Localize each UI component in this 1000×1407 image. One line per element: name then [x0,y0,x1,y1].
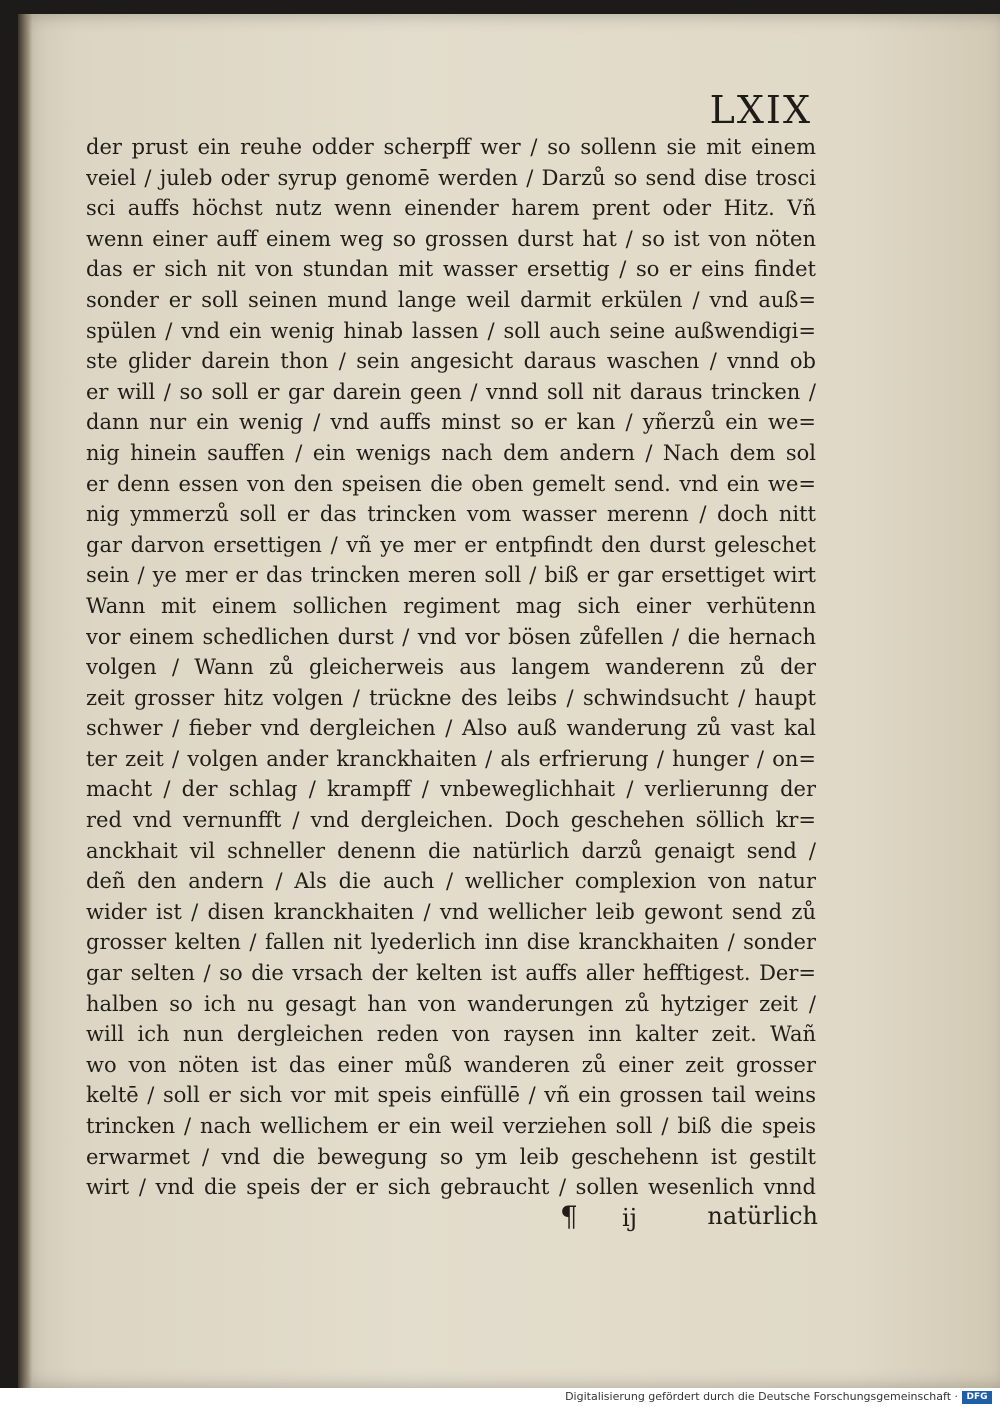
catchword: natürlich [707,1202,818,1230]
text-line: schwer / fieber vnd dergleichen / Also auß wanderung zů vast kal [86,716,816,741]
text-line: halben so ich nu gesagt han von wanderungen zů hytziger zeit / [86,991,816,1016]
text-line: veiel / juleb oder syrup genomē werden / Darzů so send dise trosci [86,165,816,190]
text-line: Wann mit einem sollichen regiment mag sich einer verhütenn [86,593,816,618]
text-line: nig hinein sauffen / ein wenigs nach dem andern / Nach dem sol [86,440,816,465]
text-line: dann nur ein wenig / vnd auffs minst so er kan / yñerzů ein we= [86,410,816,435]
dfg-logo: DFG [962,1391,992,1404]
funding-credit: Digitalisierung gefördert durch die Deutsche Forschungsgemeinschaft · [565,1390,958,1403]
text-line: grosser kelten / fallen nit lyederlich inn dise kranckhaiten / sonder [86,930,816,955]
text-line: ter zeit / volgen ander kranckhaiten / als erfrierung / hunger / on= [86,746,816,771]
text-line: anckhait vil schneller denenn die natürlich darzů genaigt send / [86,838,816,863]
text-line: spülen / vnd ein wenig hinab lassen / soll auch seine außwendigi= [86,318,816,343]
text-line: erwarmet / vnd die bewegung so ym leib geschehenn ist gestilt [86,1144,816,1169]
text-line: sci auffs höchst nutz wenn einender harem prent oder Hitz. Vñ [86,196,816,221]
footer-bar [0,1388,1000,1407]
text-line: keltē / soll er sich vor mit speis einfüllē / vñ ein grossen tail weins [86,1083,816,1108]
folio-number: LXIX [709,88,812,132]
text-line: wirt / vnd die speis der er sich gebraucht / sollen wesenlich vnnd [86,1175,816,1200]
text-line: trincken / nach wellichem er ein weil verziehen soll / biß die speis [86,1114,816,1138]
text-line: deñ den andern / Als die auch / wellicher complexion von natur [86,869,816,894]
text-line: red vnd vernunfft / vnd dergleichen. Doch geschehen söllich kr= [86,808,816,833]
text-line: er denn essen von den speisen die oben gemelt send. vnd ein we= [86,471,816,496]
page-body-text [86,132,816,1203]
text-line: nig ymmerzů soll er das trincken vom wasser merenn / doch nitt [86,502,816,527]
text-line: gar selten / so die vrsach der kelten ist auffs aller hefftigest. Der= [86,961,816,986]
text-line: er will / so soll er gar darein geen / vnnd soll nit daraus trincken / [86,379,816,404]
text-line: volgen / Wann zů gleicherweis aus langem wanderenn zů der [86,655,816,680]
text-line: will ich nun dergleichen reden von raysen inn kalter zeit. Wañ [86,1022,816,1047]
text-line: macht / der schlag / krampff / vnbeweglichhait / verlierunng der [86,777,816,802]
text-line: wider ist / disen kranckhaiten / vnd wellicher leib gewont send zů [86,899,816,924]
text-line: der prust ein reuhe odder scherpff wer / so sollenn sie mit einem [86,135,816,159]
signature-mark: ¶ [560,1200,578,1233]
text-line: gar darvon ersettigen / vñ ye mer er entpfindt den durst geleschet [86,532,816,557]
text-line: wo von nöten ist das einer můß wanderen zů einer zeit grosser [86,1052,816,1077]
text-line: das er sich nit von stundan mit wasser ersettig / so er eins findet [86,257,816,282]
text-line: wenn einer auff einem weg so grossen durst hat / so ist von nöten [86,226,816,251]
text-line: sein / ye mer er das trincken meren soll / biß er gar ersettiget wirt [86,563,816,588]
page-gutter-shadow [18,14,32,1388]
text-line: vor einem schedlichen durst / vnd vor bösen zůfellen / die hernach [86,624,816,649]
signature-number: ij [622,1204,638,1232]
text-line: sonder er soll seinen mund lange weil darmit erkülen / vnd auß= [86,287,816,312]
text-line: zeit grosser hitz volgen / trückne des leibs / schwindsucht / haupt [86,685,816,710]
text-line: ste glider darein thon / sein angesicht daraus waschen / vnnd ob [86,349,816,374]
catchline [560,1200,818,1236]
